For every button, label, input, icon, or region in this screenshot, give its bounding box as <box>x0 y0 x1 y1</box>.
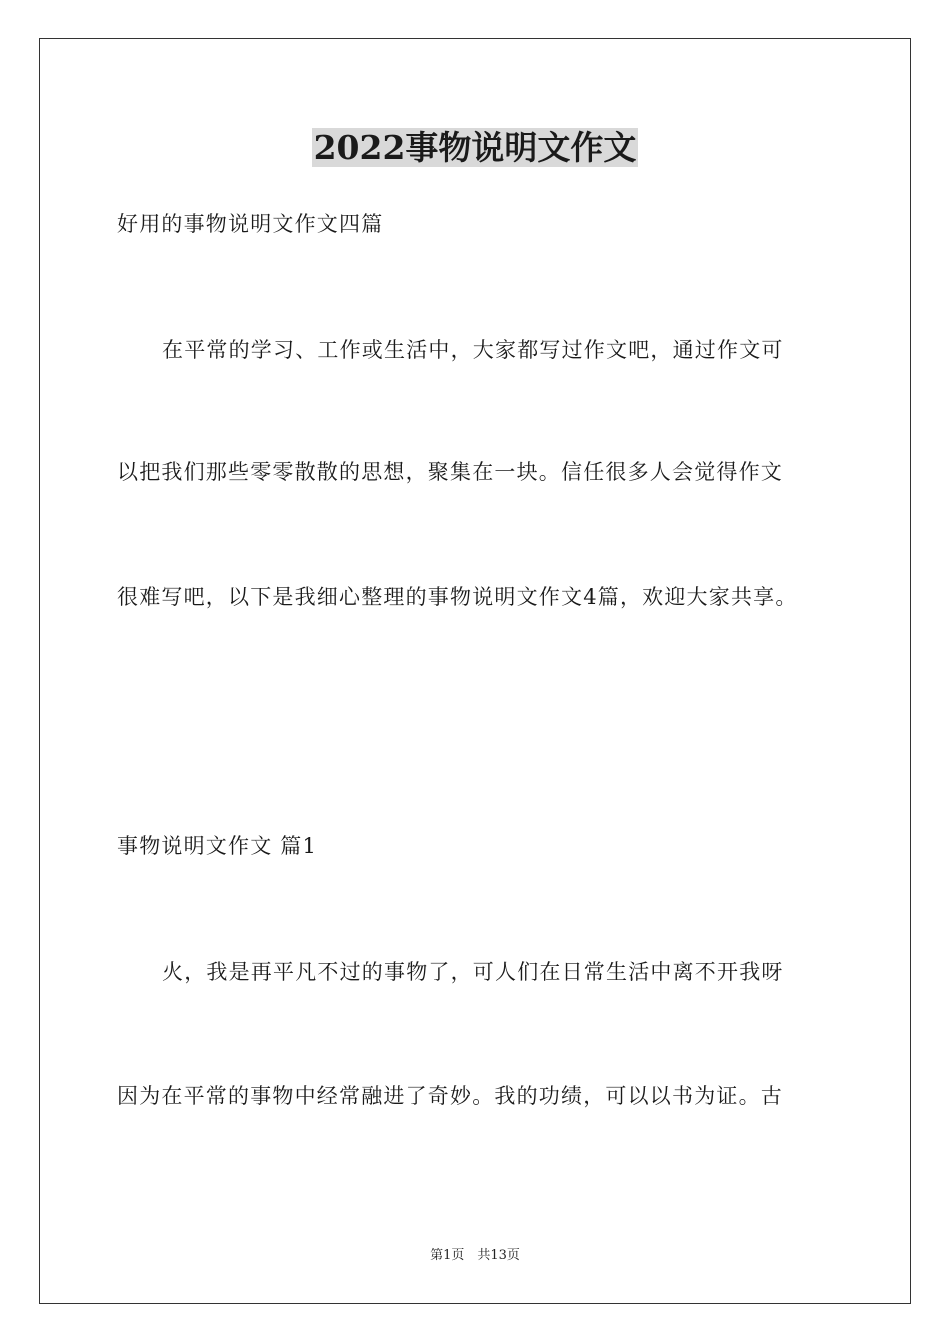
document-title-text: 2022事物说明文作文 <box>313 128 637 167</box>
section-paragraph-line: 火，我是再平凡不过的事物了，可人们在日常生活中离不开我呀 <box>162 960 784 984</box>
document-title <box>0 126 950 170</box>
intro-paragraph-line: 以把我们那些零零散散的思想，聚集在一块。信任很多人会觉得作文 <box>117 460 783 484</box>
document-subtitle: 好用的事物说明文作文四篇 <box>117 212 384 236</box>
section-heading: 事物说明文作文 篇1 <box>117 834 318 858</box>
section-paragraph-line: 因为在平常的事物中经常融进了奇妙。我的功绩，可以以书为证。古 <box>117 1084 783 1108</box>
page-number-footer: 第1页 共13页 <box>430 1248 520 1263</box>
intro-paragraph-line: 在平常的学习、工作或生活中，大家都写过作文吧，通过作文可 <box>162 338 784 362</box>
intro-paragraph-line: 很难写吧，以下是我细心整理的事物说明文作文4篇，欢迎大家共享。 <box>117 585 798 609</box>
